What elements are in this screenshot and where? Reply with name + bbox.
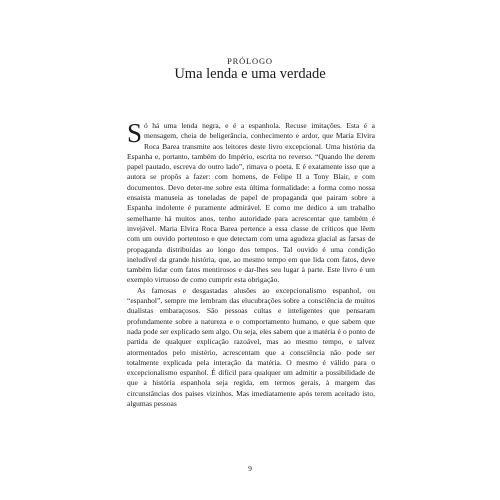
chapter-title: Uma lenda e uma verdade xyxy=(174,66,326,82)
body-text xyxy=(127,118,375,409)
section-label: PRÓLOGO xyxy=(227,56,273,66)
drop-cap: S xyxy=(127,118,143,148)
page-number: 9 xyxy=(248,464,252,473)
paragraph-2: As famosas e desgastadas alusões ao excepcionalismo espanhol, ou “espanhol”, sempre me lembram das elucubrações sobre a consciência de muitos dualistas embaraçosos. São pessoas cultas e inteligentes que pensaram profundamente sobre a natureza e o comportamento humano, e que sabem que nada pode ser explicado sem algo. Ou seja, eles sabem que a matéria é o ponto de partida de qualquer explicação razoável, mas ao mesmo tempo, e talvez atormentados pelo mistério, acrescentam que a consciência não pode ser totalmente explicada pela interação da matéria. O mesmo é válido para o excepcionalismo espanhol. É difícil para qualquer um admitir a possibilidade de que a história espanhola seja regida, em termos gerais, à margem das circunstâncias dos países vizinhos. Mas imediatamente após terem aceitado isto, algumas pessoas xyxy=(127,285,375,409)
paragraph-1-text: ó há uma lenda negra, e é a espanhola. Recuse imitações. Esta é a mensagem, cheia de beligerância, conhecimento e ardor, que Maria Elvira Roca Barea transmite aos leitores deste livro excepcional. Uma história da Espanha e, portanto, também do Império, escrita no reverso. “Quando lhe derem papel pautado, escreva do outro lado”, rimava o poeta. E é exatamente isso que a autora se propôs a fazer: com homens, de Felipe II a Tony Blair, e com documentos. Devo deter-me sobre esta última formalidade: a forma como nossa ensaísta manuseia as toneladas de papel de propaganda que pairam sobre a Espanha indolente é puramente admirável. E como me dedico a um trabalho semelhante há muitos anos, tenho autoridade para acrescentar que também é invejável. Maria Elvira Roca Barea pertence a essa classe de críticos que lêem com um ouvido portentoso e que detectam com uma agudeza glacial as farsas de propaganda distribuídas ao longo dos tempos. Tal ouvido é uma condição ineludível da grande história, que, ao mesmo tempo em que lida com fatos, deve também lidar com fatos mentirosos e dar-lhes seu lugar à parte. Este livro é um exemplo virtuoso de como cumprir esta obrigação. xyxy=(127,121,375,285)
paragraph-1 xyxy=(127,118,375,286)
